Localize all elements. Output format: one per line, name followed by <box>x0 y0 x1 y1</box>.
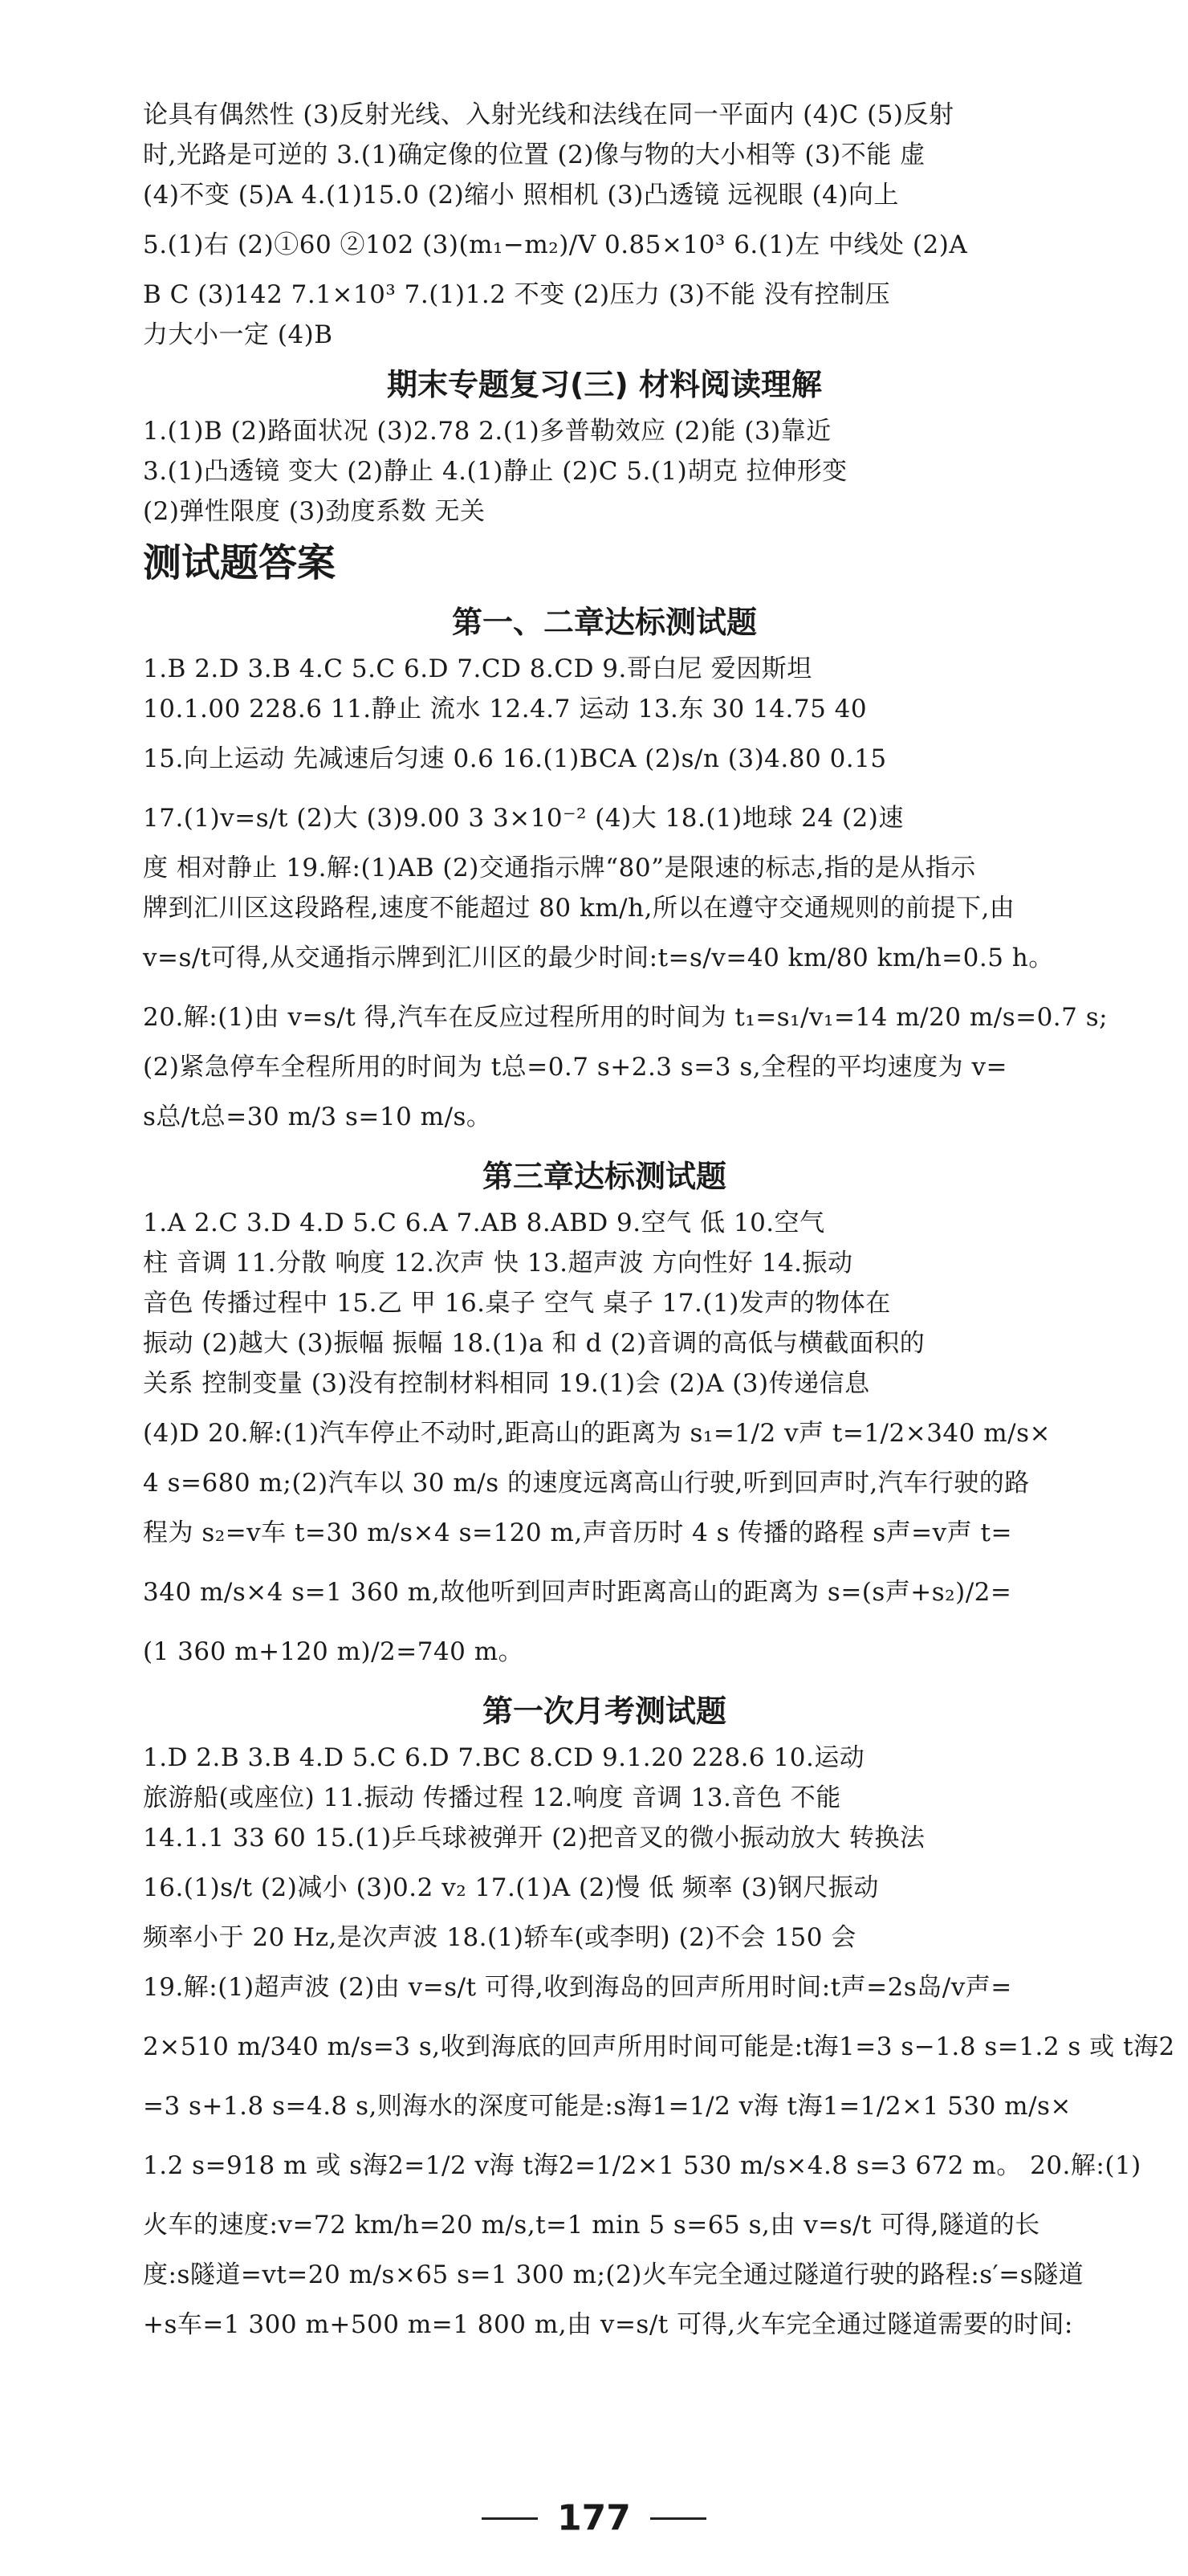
text-line: 牌到汇川区这段路程,速度不能超过 80 km/h,所以在遵守交通规则的前提下,由 <box>143 894 1015 923</box>
text-line: 旅游船(或座位) 11.振动 传播过程 12.响度 音调 13.音色 不能 <box>143 1783 841 1812</box>
footer-rule-left <box>482 2517 538 2520</box>
answer-column <box>143 95 1175 2354</box>
text-line: (4)D 20.解:(1)汽车停止不动时,距高山的距离为 s₁=1/2 v声 t=1/2×340 m/s× <box>143 1419 1051 1448</box>
text-line: 17.(1)v=s/t (2)大 (3)9.00 3 3×10⁻² (4)大 18.(1)地球 24 (2)速 <box>143 804 904 833</box>
text-line: B C (3)142 7.1×10³ 7.(1)1.2 不变 (2)压力 (3)不能 没有控制压 <box>143 280 891 309</box>
text-line: 火车的速度:v=72 km/h=20 m/s,t=1 min 5 s=65 s,由 v=s/t 可得,隧道的长 <box>143 2211 1040 2240</box>
text-line: 4 s=680 m;(2)汽车以 30 m/s 的速度远离高山行驶,听到回声时,汽车行驶的路 <box>143 1469 1030 1498</box>
section-title-monthly: 第一次月考测试题 <box>482 1694 726 1729</box>
text-line: =3 s+1.8 s=4.8 s,则海水的深度可能是:s海1=1/2 v海 t海1=1/2×1 530 m/s× <box>143 2092 1072 2121</box>
text-line: 2×510 m/340 m/s=3 s,收到海底的回声所用时间可能是:t海1=3 s−1.8 s=1.2 s 或 t海2 <box>143 2032 1175 2061</box>
page-number: 177 <box>557 2497 631 2539</box>
text-line: 15.向上运动 先减速后匀速 0.6 16.(1)BCA (2)s/n (3)4.80 0.15 <box>143 744 887 773</box>
text-line: s总/t总=30 m/3 s=10 m/s。 <box>143 1103 492 1131</box>
text-line: 1.B 2.D 3.B 4.C 5.C 6.D 7.CD 8.CD 9.哥白尼 爱因斯坦 <box>143 654 812 683</box>
monthly-answers-block <box>143 1738 1175 2354</box>
text-line: 度:s隧道=vt=20 m/s×65 s=1 300 m;(2)火车完全通过隧道行驶的路程:s′=s隧道 <box>143 2260 1084 2289</box>
text-line: 1.D 2.B 3.B 4.D 5.C 6.D 7.BC 8.CD 9.1.20 228.6 10.运动 <box>143 1743 865 1772</box>
section-title-ch3: 第三章达标测试题 <box>482 1159 726 1194</box>
text-line: 程为 s₂=v车 t=30 m/s×4 s=120 m,声音历时 4 s 传播的路程 s声=v声 t= <box>143 1518 1012 1547</box>
text-line: 5.(1)右 (2)①60 ②102 (3)(m₁−m₂)/V 0.85×10³ 6.(1)左 中线处 (2)A <box>143 230 968 259</box>
text-line: 20.解:(1)由 v=s/t 得,汽车在反应过程所用的时间为 t₁=s₁/v₁=14 m/20 m/s=0.7 s; <box>143 1003 1109 1032</box>
ch12-answers-block <box>143 649 1109 1147</box>
text-line: 论具有偶然性 (3)反射光线、入射光线和法线在同一平面内 (4)C (5)反射 <box>143 100 954 129</box>
test-answers-heading: 测试题答案 <box>143 540 336 585</box>
text-line: 19.解:(1)超声波 (2)由 v=s/t 可得,收到海岛的回声所用时间:t声=2s岛/v声= <box>143 1973 1012 2002</box>
section-title-review: 期末专题复习(三) 材料阅读理解 <box>387 367 822 402</box>
footer-rule-right <box>650 2517 706 2520</box>
text-line: 力大小一定 (4)B <box>143 320 333 349</box>
text-line: 1.A 2.C 3.D 4.D 5.C 6.A 7.AB 8.ABD 9.空气 低 10.空气 <box>143 1209 825 1237</box>
text-line: 340 m/s×4 s=1 360 m,故他听到回声时距离高山的距离为 s=(s声+s₂)/2= <box>143 1578 1012 1607</box>
text-line: 1.(1)B (2)路面状况 (3)2.78 2.(1)多普勒效应 (2)能 (3)靠近 <box>143 417 832 446</box>
text-line: 3.(1)凸透镜 变大 (2)静止 4.(1)静止 (2)C 5.(1)胡克 拉伸形变 <box>143 457 848 486</box>
text-line: 度 相对静止 19.解:(1)AB (2)交通指示牌“80”是限速的标志,指的是从指示 <box>143 854 976 882</box>
text-line: 时,光路是可逆的 3.(1)确定像的位置 (2)像与物的大小相等 (3)不能 虚 <box>143 141 926 169</box>
review-answers-block <box>143 411 1066 532</box>
text-line: 10.1.00 228.6 11.静止 流水 12.4.7 运动 13.东 30 14.75 40 <box>143 695 868 723</box>
text-line: 关系 控制变量 (3)没有控制材料相同 19.(1)会 (2)A (3)传递信息 <box>143 1369 870 1398</box>
text-line: 频率小于 20 Hz,是次声波 18.(1)轿车(或李明) (2)不会 150 会 <box>143 1923 856 1952</box>
text-line: 1.2 s=918 m 或 s海2=1/2 v海 t海2=1/2×1 530 m/s×4.8 s=3 672 m。 20.解:(1) <box>143 2151 1141 2180</box>
text-line: 14.1.1 33 60 15.(1)乒乓球被弹开 (2)把音叉的微小振动放大 转换法 <box>143 1824 926 1853</box>
text-line: (2)弹性限度 (3)劲度系数 无关 <box>143 497 486 526</box>
ch3-answers-block <box>143 1203 1066 1681</box>
top-answers-block <box>143 95 1066 355</box>
text-line: 16.(1)s/t (2)减小 (3)0.2 v₂ 17.(1)A (2)慢 低 频率 (3)钢尺振动 <box>143 1873 879 1902</box>
text-line: 振动 (2)越大 (3)振幅 振幅 18.(1)a 和 d (2)音调的高低与横截面积的 <box>143 1329 926 1358</box>
text-line: v=s/t可得,从交通指示牌到汇川区的最少时间:t=s/v=40 km/80 km/h=0.5 h。 <box>143 944 1054 972</box>
text-line: 柱 音调 11.分散 响度 12.次声 快 13.超声波 方向性好 14.振动 <box>143 1249 853 1278</box>
text-line: +s车=1 300 m+500 m=1 800 m,由 v=s/t 可得,火车完全通过隧道需要的时间: <box>143 2310 1073 2339</box>
text-line: (1 360 m+120 m)/2=740 m。 <box>143 1637 524 1666</box>
text-line: 音色 传播过程中 15.乙 甲 16.桌子 空气 桌子 17.(1)发声的物体在 <box>143 1289 891 1318</box>
page-footer <box>0 2496 1188 2539</box>
text-line: (2)紧急停车全程所用的时间为 t总=0.7 s+2.3 s=3 s,全程的平均速度为 v= <box>143 1053 1007 1082</box>
section-title-ch12: 第一、二章达标测试题 <box>451 605 757 640</box>
text-line: (4)不变 (5)A 4.(1)15.0 (2)缩小 照相机 (3)凸透镜 远视眼 (4)向上 <box>143 181 899 210</box>
